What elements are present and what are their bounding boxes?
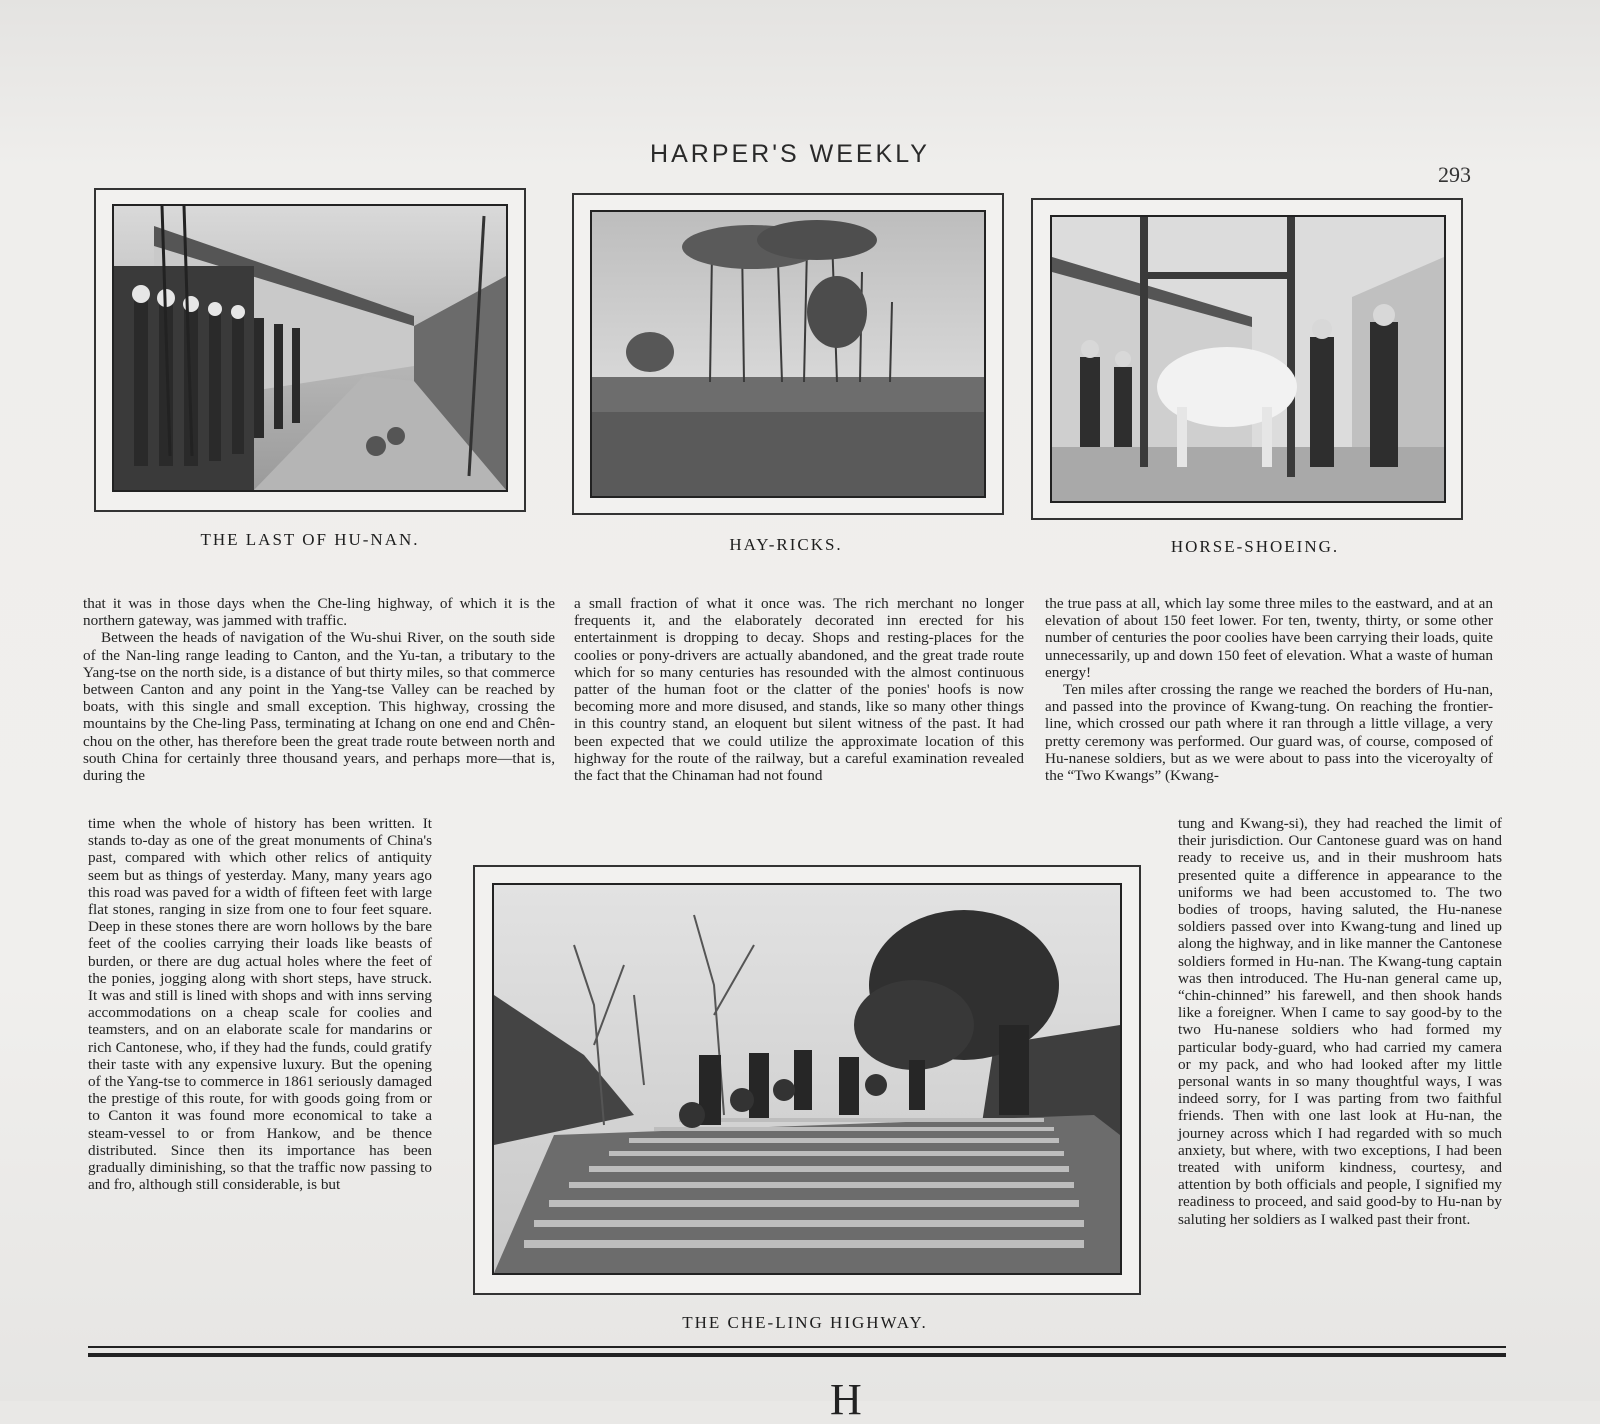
caption-horse: HORSE-SHOEING. <box>1170 537 1340 556</box>
article-column-3-continued <box>1178 815 1502 1228</box>
article-paragraph: time when the whole of history has been written. It stands to-day as one of the great monuments of China's past, compared with which other relics of antiquity seem but as things of yesterday. Many, many years ago this road was paved for a width of fifteen feet with large flat stones, ranging in size from one to four feet square. Deep in these stones there are worn hollows by the bare feet of the coolies carrying their loads like beasts of burden, or there are dug actual holes where the feet of the ponies, jogging along with short steps, have struck. It was and still is lined with shops and with inns serving accommodations on a cheap scale for coolies and teamsters, and on an elaborate scale for mandarins or rich Cantonese, who, if they had the funds, could gratify their taste with any expensive luxury. But the opening of the Yang-tse to commerce in 1861 seriously damaged the prestige of this route, for with goods going from or to Canton it was found more economical to take a steam-vessel to or from Hankow, and be thence distributed. Since then its importance has been gradually diminishing, so that the traffic now passing to and fro, although still considerable, is but <box>88 815 432 1194</box>
photo-hay-ricks <box>590 210 986 498</box>
photo-horse-shoeing <box>1050 215 1446 503</box>
masthead: HARPER'S WEEKLY <box>650 140 930 168</box>
article-column-2 <box>574 595 1024 784</box>
article-column-3 <box>1045 595 1493 784</box>
caption-highway: THE CHE-LING HIGHWAY. <box>682 1313 928 1332</box>
article-paragraph: that it was in those days when the Che-ling highway, of which it is the northern gateway, was jammed with traffic. <box>83 595 555 630</box>
article-paragraph: the true pass at all, which lay some three miles to the eastward, and at an elevation of about 150 feet lower. For ten, twenty, thirty, or some other number of centuries the poor coolies have been carrying their loads, quite unnecessarily, up and down 150 feet of elevation. What a waste of human energy! <box>1045 595 1493 681</box>
article-paragraph: Between the heads of navigation of the Wu-shui River, on the south side of the Nan-ling range leading to Canton, and the Yu-tan, a tributary to the Yang-tse on the north side, is a distance of but thirty miles, so that commerce between Canton and any point in the Yang-tse Valley can be reached by boats, with this single and small exception. This highway, crossing the mountains by the Che-ling Pass, terminating at Ichang on one end and Chên-chou on the other, has therefore been the great trade route between north and south China for certainly three thousand years, and perhaps more—that is, during the <box>83 629 555 785</box>
article-column-1-continued <box>88 815 432 1193</box>
next-page-fragment: H <box>830 1375 862 1424</box>
article-column-1 <box>83 595 555 784</box>
photo-last-of-hunan <box>112 204 508 492</box>
page-number: 293 <box>1438 162 1471 187</box>
caption-hayricks: HAY-RICKS. <box>729 535 843 554</box>
article-paragraph: a small fraction of what it once was. The rich merchant no longer frequents it, and the elaborately decorated inn erected for his entertainment is dropping to decay. Shops and resting-places for the coolies or pony-drivers are actually abandoned, and the great trade route which for so many centuries has resounded with the almost continuous patter of the human foot or the clatter of the ponies' hoofs is now becoming more and more disused, and stands, like so many other things in this country stand, an eloquent but silent witness of the past. It had been expected that we could utilize the approximate location of this highway for the route of the railway, but a careful examination revealed the fact that the Chinaman had not found <box>574 595 1024 785</box>
article-paragraph: tung and Kwang-si), they had reached the limit of their jurisdiction. Our Cantonese guard was on hand ready to receive us, and in their mushroom hats presented quite a difference in appearance to the uniforms we had been accustomed to. The two bodies of troops, having saluted, the Hu-nanese soldiers passed over into Kwang-tung and lined up along the highway, and in like manner the Cantonese soldiers formed in Hu-nan. The Kwang-tung captain was then introduced. The Hu-nan general came up, “chin-chinned” his farewell, and then shook hands like a foreigner. When I came to say good-by to the two Hu-nanese soldiers who had formed my particular body-guard, who had carried my camera or my pack, and who had looked after my little personal wants in so many thoughtful ways, I was indeed sorry, for I was parting from two faithful friends. Then with one last look at Hu-nan, the journey across which I had regarded with so much anxiety, but where, with two exceptions, I had been treated with uniform kindness, courtesy, and attention by both officials and people, I signified my readiness to proceed, and said good-by to Hu-nan by saluting her soldiers as I walked past their front. <box>1178 815 1502 1228</box>
bottom-rule-thin <box>88 1346 1506 1348</box>
bottom-rule-thick <box>88 1353 1506 1357</box>
article-paragraph: Ten miles after crossing the range we reached the borders of Hu-nan, and passed into the province of Kwang-tung. On reaching the frontier-line, which crossed our path where it ran through a little village, a very pretty ceremony was performed. Our guard was, of course, composed of Hu-nanese soldiers, but as we were about to pass into the viceroyalty of the “Two Kwangs” (Kwang- <box>1045 681 1493 785</box>
caption-hunan: THE LAST OF HU-NAN. <box>200 530 420 549</box>
photo-che-ling-highway <box>492 883 1122 1275</box>
